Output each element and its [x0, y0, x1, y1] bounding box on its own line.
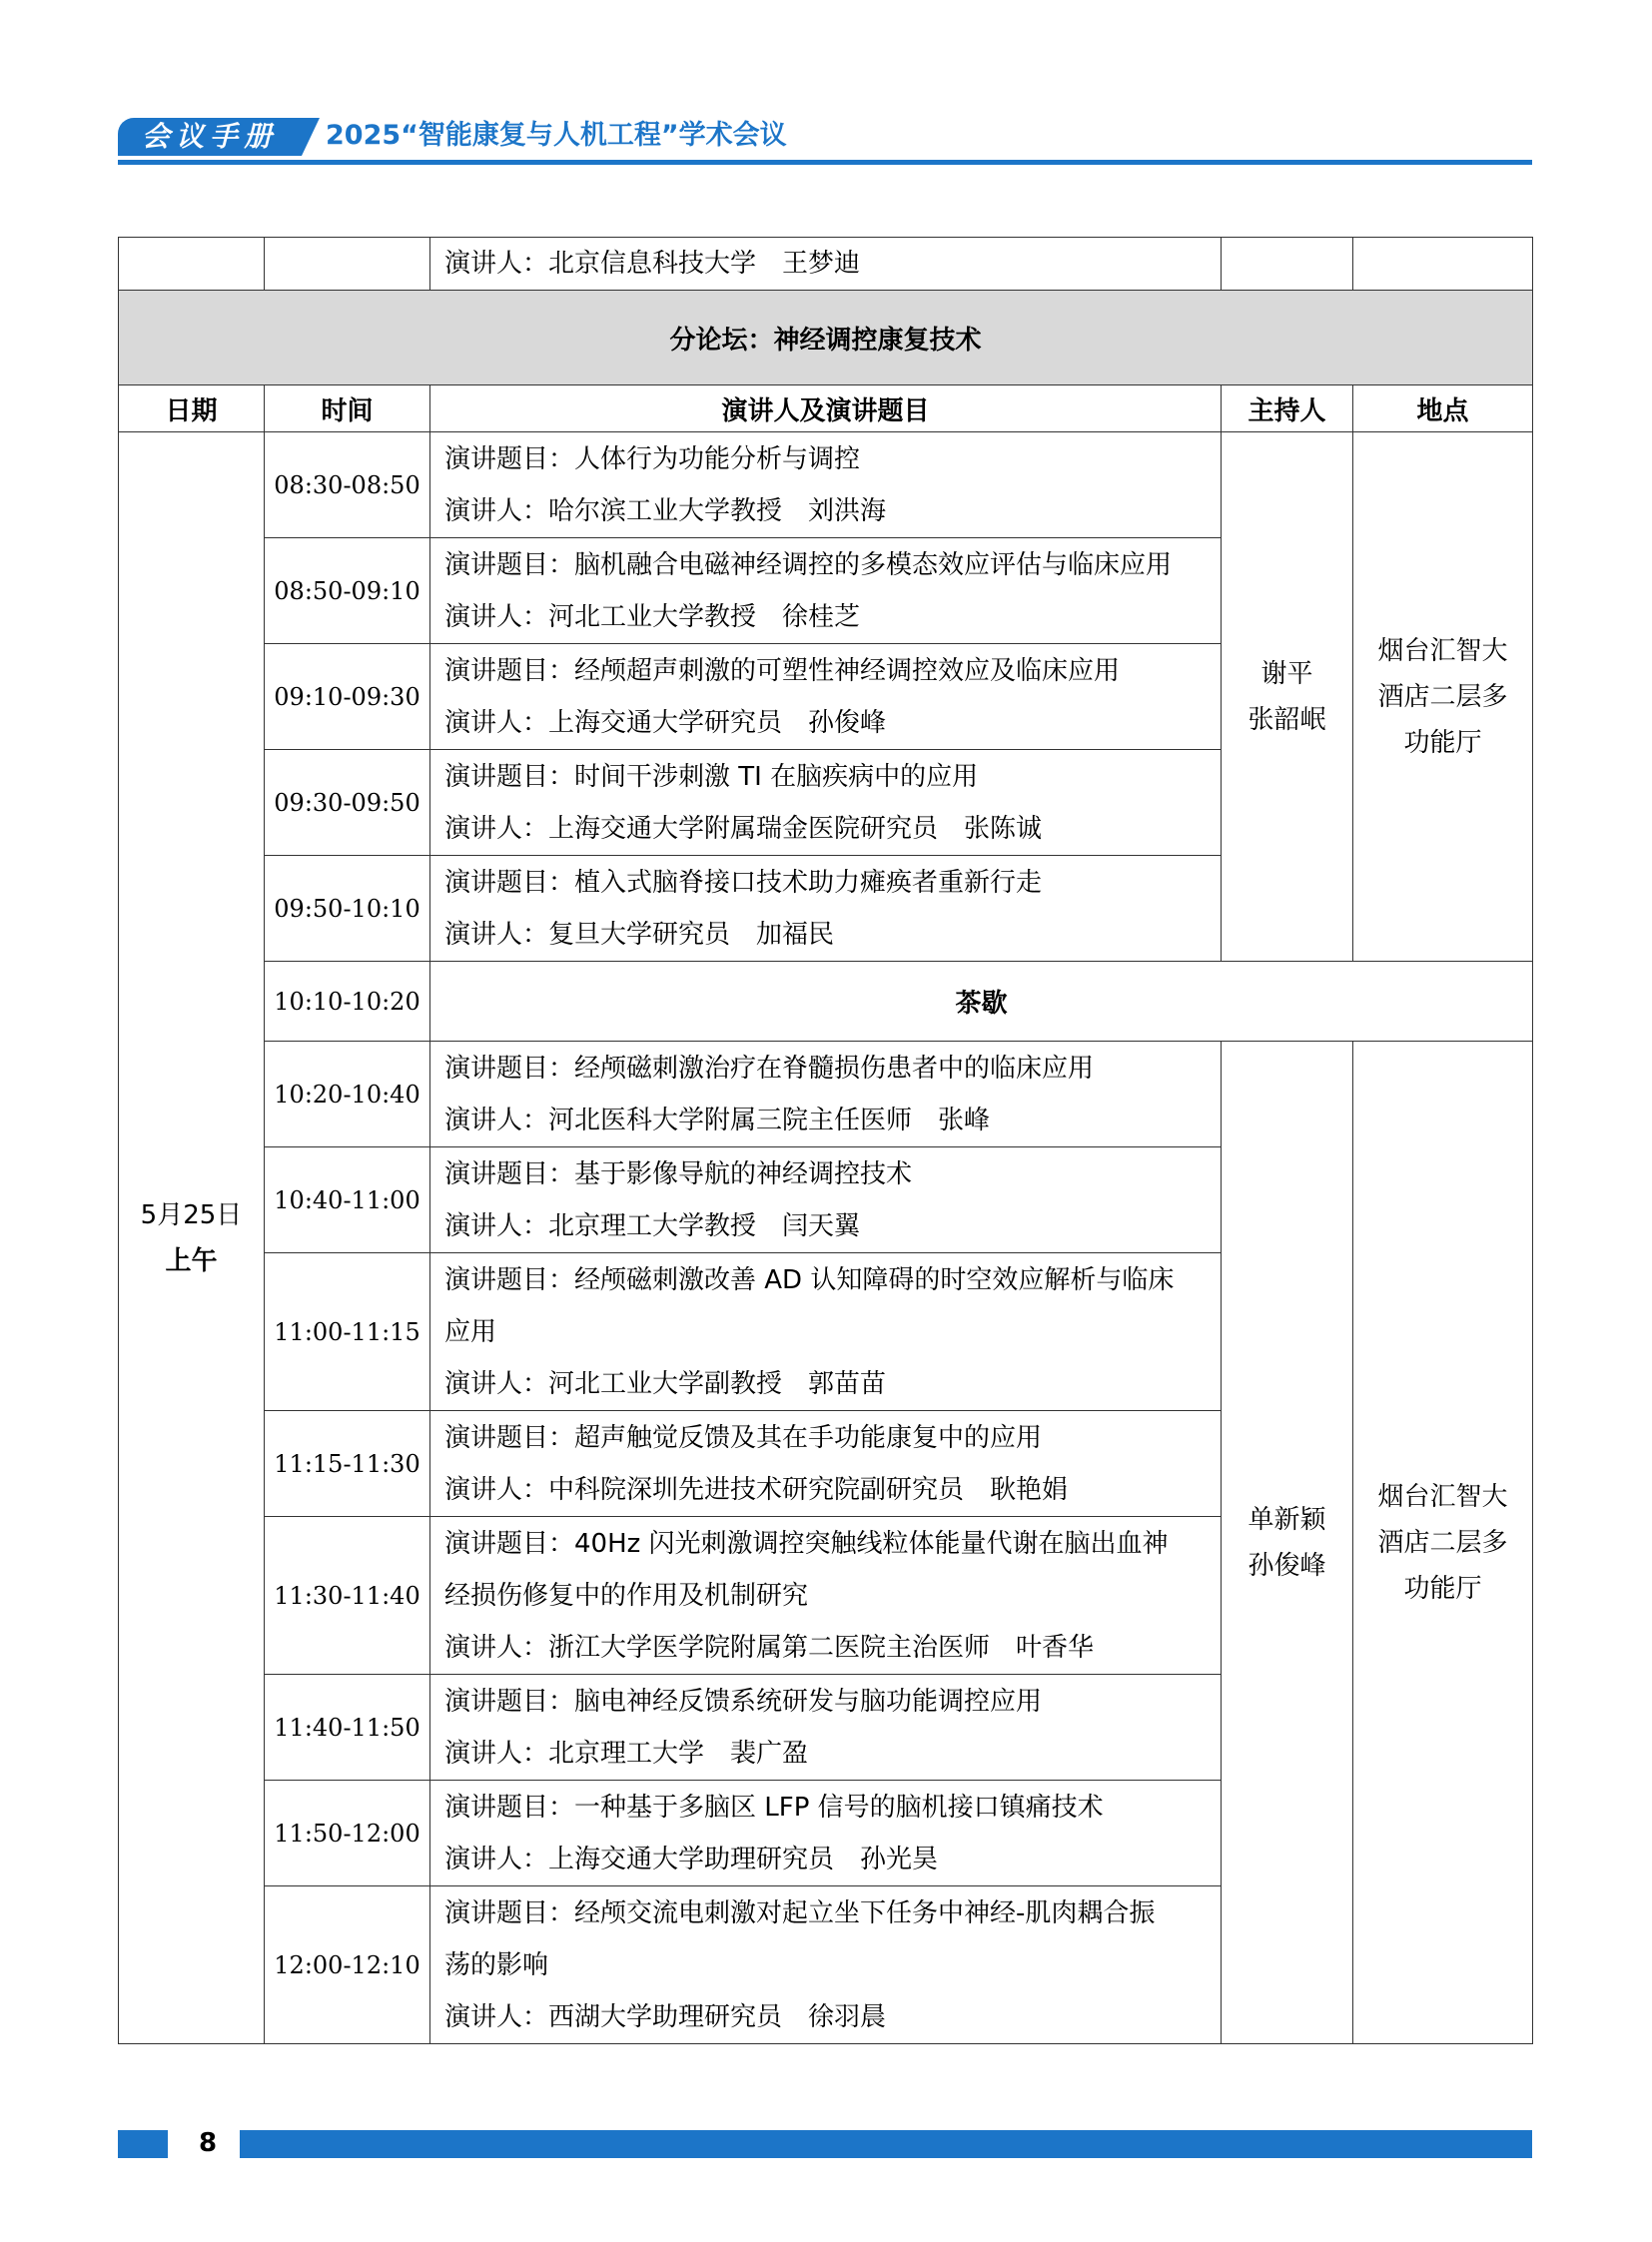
- talk-title-line: 演讲题目：一种基于多脑区 LFP 信号的脑机接口镇痛技术: [444, 1792, 1104, 1823]
- talk-cell: [430, 1781, 1222, 1886]
- tea-break-row: [119, 962, 1533, 1042]
- empty-cell: [119, 238, 265, 291]
- talk-title-line: 演讲题目：时间干涉刺激 TI 在脑疾病中的应用: [444, 761, 979, 792]
- talk-speaker-line: 演讲人：复旦大学研究员 加福民: [444, 919, 835, 950]
- host-name: 孙俊峰: [1247, 1550, 1326, 1581]
- talk-speaker-line: 演讲人：北京理工大学教授 闫天翼: [444, 1210, 861, 1241]
- time-cell: 09:50-10:10: [265, 856, 430, 962]
- talk-cell: [430, 1886, 1222, 2044]
- talk-title-line: 演讲题目：人体行为功能分析与调控: [444, 443, 861, 474]
- talk-speaker-line: 演讲人：中科院深圳先进技术研究院副研究员 耿艳娟: [444, 1474, 1069, 1505]
- schedule-table: [118, 237, 1533, 2044]
- host-cell: [1222, 432, 1353, 962]
- talk-title-line: 演讲题目：脑电神经反馈系统研发与脑功能调控应用: [444, 1686, 1043, 1717]
- talk-title-line: 应用: [444, 1316, 497, 1347]
- prev-speaker-cell: [430, 238, 1222, 291]
- talk-title-line: 荡的影响: [444, 1949, 549, 1980]
- location-line: 酒店二层多: [1377, 681, 1508, 712]
- talk-speaker-line: 演讲人：河北工业大学副教授 郭苗苗: [444, 1368, 887, 1399]
- host-name: 单新颖: [1247, 1504, 1326, 1535]
- time-cell: 10:20-10:40: [265, 1042, 430, 1147]
- table-row: [119, 238, 1533, 291]
- talk-cell: [430, 644, 1222, 750]
- time-cell: 09:30-09:50: [265, 750, 430, 856]
- talk-speaker-line: 演讲人：浙江大学医学院附属第二医院主治医师 叶香华: [444, 1632, 1095, 1663]
- column-header-location: 地点: [1353, 385, 1533, 432]
- talk-title-line: 演讲题目：基于影像导航的神经调控技术: [444, 1158, 913, 1189]
- talk-title-line: 演讲题目：经颅交流电刺激对起立坐下任务中神经-肌肉耦合振: [444, 1897, 1156, 1928]
- time-cell: 11:40-11:50: [265, 1675, 430, 1781]
- date-period: 上午: [165, 1245, 218, 1276]
- time-cell: 12:00-12:10: [265, 1886, 430, 2044]
- handbook-badge: 会议手册: [118, 118, 302, 156]
- footer-bar-right: [240, 2130, 1532, 2158]
- column-header-host: 主持人: [1222, 385, 1353, 432]
- talk-cell: [430, 1411, 1222, 1517]
- talk-title-line: 演讲题目：经颅磁刺激治疗在脊髓损伤患者中的临床应用: [444, 1053, 1095, 1084]
- talk-speaker-line: 演讲人：河北医科大学附属三院主任医师 张峰: [444, 1105, 991, 1135]
- time-cell: 11:15-11:30: [265, 1411, 430, 1517]
- talk-cell: [430, 432, 1222, 538]
- talk-speaker-line: 演讲人：西湖大学助理研究员 徐羽晨: [444, 2001, 887, 2032]
- talk-cell: [430, 1147, 1222, 1253]
- talk-title-line: 演讲题目：脑机融合电磁神经调控的多模态效应评估与临床应用: [444, 549, 1173, 580]
- forum-title: 分论坛：神经调控康复技术: [119, 291, 1533, 385]
- conference-title: 2025“智能康复与人机工程”学术会议: [326, 120, 787, 151]
- badge-corner: [302, 118, 320, 156]
- location-line: 烟台汇智大: [1377, 635, 1508, 666]
- date-cell: [119, 432, 265, 2044]
- date-text: 5月25日: [140, 1199, 243, 1230]
- column-header-row: [119, 385, 1533, 432]
- time-cell: 11:30-11:40: [265, 1517, 430, 1675]
- talk-cell: [430, 1517, 1222, 1675]
- time-cell: 08:30-08:50: [265, 432, 430, 538]
- time-cell: 10:10-10:20: [265, 962, 430, 1042]
- talk-cell: [430, 1253, 1222, 1411]
- page-header: [118, 112, 1532, 164]
- time-cell: 08:50-09:10: [265, 538, 430, 644]
- forum-title-row: [119, 291, 1533, 385]
- talk-title-line: 演讲题目：超声触觉反馈及其在手功能康复中的应用: [444, 1422, 1043, 1453]
- talk-cell: [430, 1042, 1222, 1147]
- footer-bar-left: [118, 2130, 168, 2158]
- talk-speaker-line: 演讲人：上海交通大学助理研究员 孙光昊: [444, 1844, 939, 1874]
- talk-speaker-line: 演讲人：河北工业大学教授 徐桂芝: [444, 601, 861, 632]
- location-cell: [1353, 432, 1533, 962]
- talk-cell: [430, 1675, 1222, 1781]
- talk-title-line: 演讲题目：经颅磁刺激改善 AD 认知障碍的时空效应解析与临床: [444, 1264, 1175, 1295]
- location-line: 功能厅: [1403, 1573, 1482, 1604]
- location-line: 酒店二层多: [1377, 1527, 1508, 1558]
- talk-speaker-line: 演讲人：哈尔滨工业大学教授 刘洪海: [444, 495, 887, 526]
- talk-cell: [430, 856, 1222, 962]
- talk-title-line: 演讲题目：经颅超声刺激的可塑性神经调控效应及临床应用: [444, 655, 1121, 686]
- time-cell: 11:00-11:15: [265, 1253, 430, 1411]
- host-name: 谢平: [1260, 658, 1313, 689]
- talk-row: [119, 432, 1533, 538]
- host-cell: [1222, 1042, 1353, 2044]
- talk-title-line: 演讲题目：植入式脑脊接口技术助力瘫痪者重新行走: [444, 867, 1043, 898]
- page-number: 8: [198, 2128, 218, 2158]
- talk-title-line: 演讲题目：40Hz 闪光刺激调控突触线粒体能量代谢在脑出血神: [444, 1528, 1169, 1559]
- talk-row: [119, 1042, 1533, 1147]
- host-name: 张韶岷: [1247, 704, 1326, 735]
- talk-cell: [430, 538, 1222, 644]
- header-rule: [118, 160, 1532, 165]
- time-cell: 10:40-11:00: [265, 1147, 430, 1253]
- column-header-time: 时间: [265, 385, 430, 432]
- talk-title-line: 经损伤修复中的作用及机制研究: [444, 1580, 809, 1611]
- time-cell: 11:50-12:00: [265, 1781, 430, 1886]
- speaker-line: 演讲人：北京信息科技大学 王梦迪: [444, 249, 861, 279]
- talk-speaker-line: 演讲人：上海交通大学研究员 孙俊峰: [444, 707, 887, 738]
- empty-cell: [1353, 238, 1533, 291]
- time-cell: 09:10-09:30: [265, 644, 430, 750]
- empty-cell: [1222, 238, 1353, 291]
- talk-cell: [430, 750, 1222, 856]
- column-header-date: 日期: [119, 385, 265, 432]
- location-cell: [1353, 1042, 1533, 2044]
- talk-speaker-line: 演讲人：北京理工大学 裴广盈: [444, 1738, 809, 1769]
- column-header-talk: 演讲人及演讲题目: [430, 385, 1222, 432]
- location-line: 烟台汇智大: [1377, 1481, 1508, 1512]
- location-line: 功能厅: [1403, 727, 1482, 758]
- tea-break-label: 茶歇: [430, 962, 1533, 1042]
- talk-speaker-line: 演讲人：上海交通大学附属瑞金医院研究员 张陈诚: [444, 813, 1043, 844]
- empty-cell: [265, 238, 430, 291]
